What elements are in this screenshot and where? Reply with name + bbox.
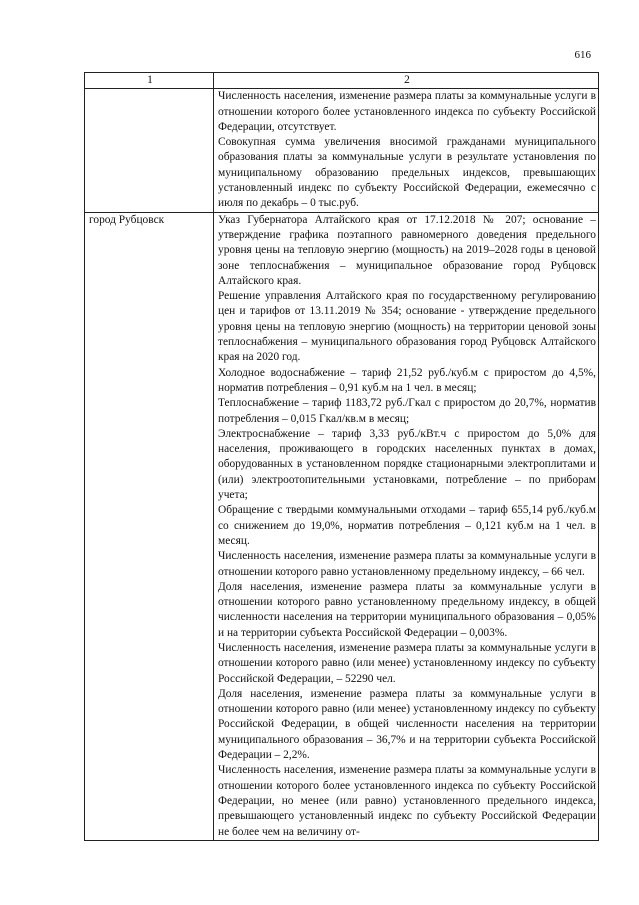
paragraph: Решение управления Алтайского края по государственному регулированию цен и тарифов от 13.11.2019 № 354; основание - утверждение предельного уровня цены на тепловую энергию (мощность) на территории ценовой зоны теплоснабжения – муниципального образования город Рубцовск Алтайского края на 2020 год.	[218, 290, 596, 364]
header-col-1: 1	[85, 73, 214, 89]
paragraph: Численность населения, изменение размера платы за коммунальные услуги в отношении которого более установленного индекса по субъекту Российской Федерации, но менее (или равно) установленного предельного индекса, превышающего установленный индекс по субъекту Российской Федерации не более чем на величину от-	[218, 764, 596, 838]
row-1-details	[214, 89, 599, 212]
paragraph: Электроснабжение – тариф 3,33 руб./кВт.ч с приростом до 5,0% для населения, проживающего в городских населенных пунктах в домах, оборудованных в установленном порядке стационарными электроплитами и (или) электроотопительными установками, потребление – по приборам учета;	[218, 427, 596, 502]
table-row	[85, 212, 599, 840]
row-1-municipality	[85, 89, 214, 212]
header-col-2: 2	[214, 73, 599, 89]
paragraph: Холодное водоснабжение – тариф 21,52 руб./куб.м с приростом до 4,5%, норматив потребления – 0,91 куб.м на 1 чел. в месяц;	[218, 366, 596, 394]
paragraph: Теплоснабжение – тариф 1183,72 руб./Гкал с приростом до 20,7%, норматив потребления – 0,015 Гкал/кв.м в месяц;	[218, 397, 596, 425]
paragraph: Обращение с твердыми коммунальными отходами – тариф 655,14 руб./куб.м со снижением до 19,0%, норматив потребления – 0,121 куб.м на 1 чел. в месяц.	[218, 504, 596, 547]
paragraph: Численность населения, изменение размера платы за коммунальные услуги в отношении которого равно (или менее) установленному индексу по субъекту Российской Федерации, – 52290 чел.	[218, 641, 596, 685]
document-table	[84, 72, 599, 841]
paragraph: Численность населения, изменение размера платы за коммунальные услуги в отношении которого более установленного индекса по субъекту Российской Федерации, отсутствует.	[218, 90, 596, 133]
row-2-municipality: город Рубцовск	[85, 212, 214, 840]
page-number: 616	[574, 49, 591, 61]
paragraph: Доля населения, изменение размера платы за коммунальные услуги в отношении которого равно установленному предельному индексу, в общей численности населения на территории муниципального образования – 0,05% и на территории субъекта Российской Федерации – 0,003%.	[218, 580, 596, 639]
paragraph: Совокупная сумма увеличения вносимой гражданами муниципального образования платы за коммунальные услуги в результате установления по муниципальному образованию предельных индексов, превышающих установленный индекс по субъекту Российской Федерации, ежемесячно с июля по декабрь – 0 тыс.руб.	[218, 136, 596, 210]
paragraph: Численность населения, изменение размера платы за коммунальные услуги в отношении которого равно установленному предельному индексу, – 66 чел.	[218, 550, 596, 578]
table-row	[85, 89, 599, 212]
paragraph: Указ Губернатора Алтайского края от 17.12.2018 № 207; основание – утверждение графика поэтапного равномерного доведения предельного уровня цены на тепловую энергию (мощность) на 2019–2028 годы в ценовой зоне теплоснабжения – муниципальное образование город Рубцовск Алтайского края.	[218, 213, 596, 287]
paragraph: Доля населения, изменение размера платы за коммунальные услуги в отношении которого равно (или менее) установленному индексу по субъекту Российской Федерации, в общей численности населения на территории муниципального образования – 36,7% и на территории субъекта Российской Федерации – 2,2%.	[218, 687, 596, 762]
table-header-row	[85, 73, 599, 89]
row-2-details	[214, 212, 599, 840]
